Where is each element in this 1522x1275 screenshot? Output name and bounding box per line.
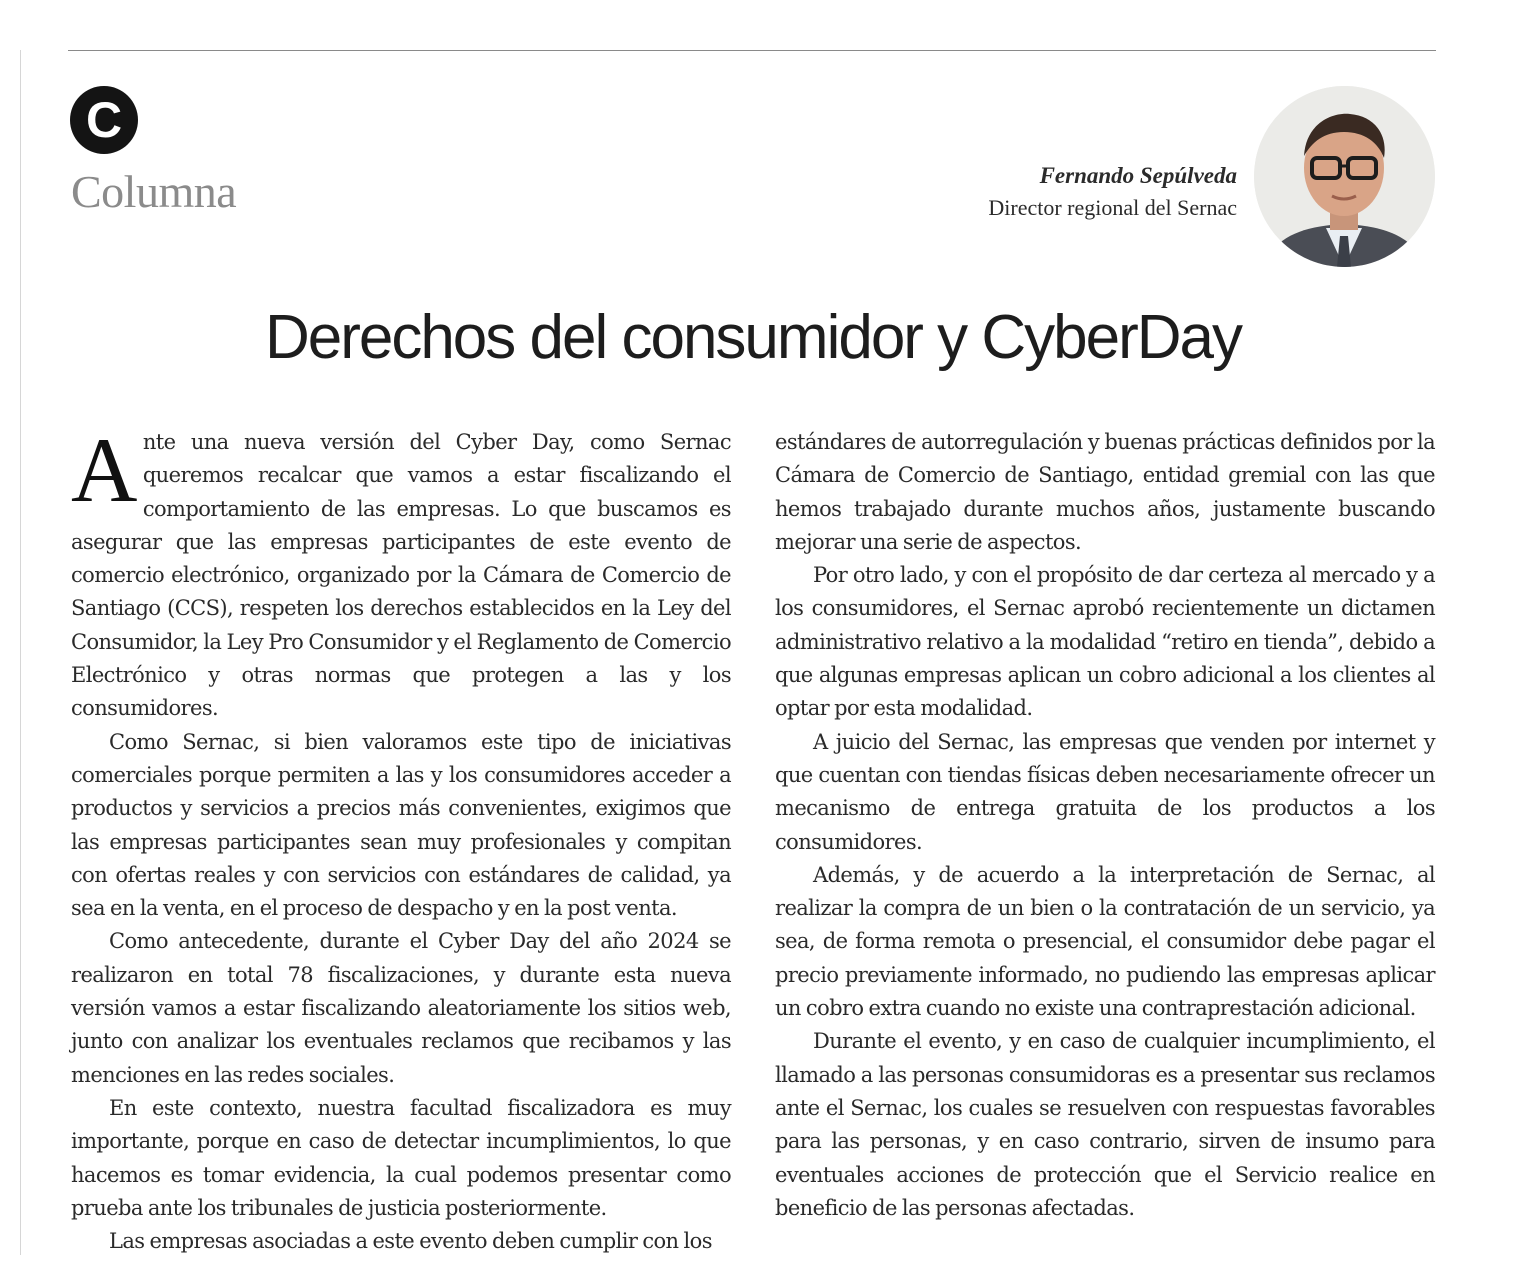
article-headline: Derechos del consumidor y CyberDay: [264, 303, 1242, 372]
paragraph-text: nte una nueva versión del Cyber Day, como Sernac queremos recalcar que vamos a estar fiscalizando el comportamiento de las empresas. Lo que buscamos es asegurar que las empresas participantes de este evento de comercio electrónico, organizado por la Cámara de Comercio de Santiago (CCS), respeten los derechos establecidos en la Ley del Consumidor, la Ley Pro Consumidor y el Reglamento de Comercio Electrónico y otras normas que protegen a las y los consumidores.: [71, 430, 731, 721]
author-portrait-icon: [1254, 86, 1435, 267]
header-divider: [68, 50, 1436, 51]
section-label: Columna: [71, 166, 237, 217]
article-column-right: [775, 426, 1435, 1225]
article-paragraph: Como antecedente, durante el Cyber Day del año 2024 se realizaron en total 78 fiscalizaciones, y durante esta nueva versión vamos a estar fiscalizando aleatoriamente los sitios web, junto con analizar los eventuales reclamos que recibamos y las menciones en las redes sociales.: [71, 929, 731, 1087]
drop-cap: A: [71, 419, 137, 521]
article-paragraph: Las empresas asociadas a este evento deben cumplir con los: [109, 1229, 712, 1254]
page-margin-rule: [20, 50, 21, 1255]
article-paragraph: A juicio del Sernac, las empresas que venden por internet y que cuentan con tiendas físicas deben necesariamente ofrecer un mecanismo de entrega gratuita de los productos a los consumidores.: [775, 729, 1435, 854]
article-paragraph: Por otro lado, y con el propósito de dar certeza al mercado y a los consumidores, el Sernac aprobó recientemente un dictamen administrativo relativo a la modalidad “retiro en tienda”, debido a que algunas empresas aplican un cobro adicional a los clientes al optar por esta modalidad.: [775, 563, 1435, 721]
article-paragraph: estándares de autorregulación y buenas prácticas definidos por la Cámara de Comercio de Santiago, entidad gremial con las que hemos trabajado durante muchos años, justamente buscando mejorar una serie de aspectos.: [775, 430, 1435, 554]
article-column-left: [71, 419, 731, 1258]
article-paragraph: En este contexto, nuestra facultad fiscalizadora es muy importante, porque en caso de detectar incumplimientos, lo que hacemos es tomar evidencia, la cual podemos presentar como prueba ante los tribunales de justicia posteriormente.: [71, 1095, 731, 1220]
article-paragraph: Como Sernac, si bien valoramos este tipo de iniciativas comerciales porque permiten a las y los consumidores acceder a productos y servicios a precios más convenientes, exigimos que las empresas participantes sean muy profesionales y compitan con ofertas reales y con servicios con estándares de calidad, ya sea en la venta, en el proceso de despacho y en la post venta.: [71, 729, 731, 921]
article-paragraph: Durante el evento, y en caso de cualquier incumplimiento, el llamado a las personas consumidoras es a presentar sus reclamos ante el Sernac, los cuales se resuelven con respuestas favorables para las personas, y en caso contrario, sirven de insumo para eventuales acciones de protección que el Servicio realice en beneficio de las personas afectadas.: [775, 1029, 1435, 1220]
author-photo: [1254, 86, 1435, 267]
article-paragraph: [71, 419, 731, 726]
article-paragraph: Además, y de acuerdo a la interpretación de Sernac, al realizar la compra de un bien o la contratación de un servicio, ya sea, de forma remota o presencial, el consumidor debe pagar el precio previamente informado, no pudiendo las empresas aplicar un cobro extra cuando no existe una contraprestación adicional.: [775, 862, 1435, 1021]
author-byline: [988, 160, 1237, 224]
section-badge-icon: C: [70, 86, 138, 154]
author-name: Fernando Sepúlveda: [1039, 163, 1237, 188]
author-role: Director regional del Sernac: [988, 195, 1237, 220]
